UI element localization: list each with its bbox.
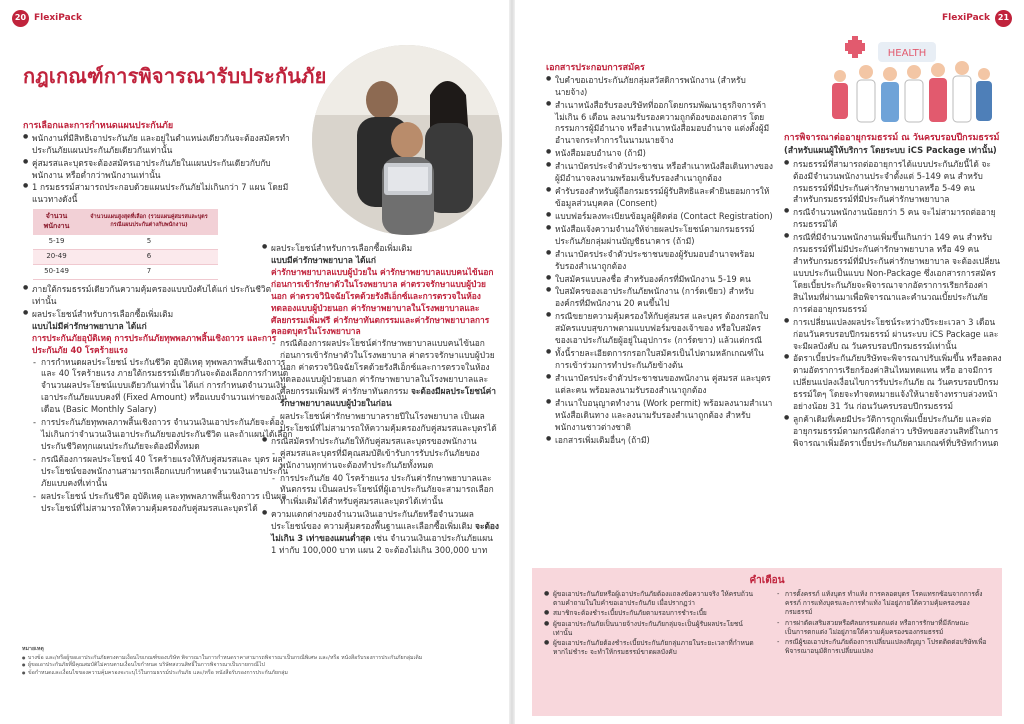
list-item: ● สำเนาหนังสือรับรองบริษัทที่ออกโดยกรมพัฒนาธุรกิจการค้า ไม่เกิน 6 เดือน ลงนามรับรองความถูกต้องของเอกสาร โดยกรรมการผู้มีอำนาจ หรือสำเนาหนังสือมอบอำนาจ แต่งตั้งผู้มีอำนาจกระทำการในนามนายจ้าง: [546, 100, 774, 148]
section-heading-renewal: การพิจารณาต่ออายุกรมธรรม์ ณ วันครบรอบปีกรมธรรม์: [784, 133, 1000, 143]
list-item-text: ผลประโยชน์สำหรับการเลือกซื้อเพิ่มเติม: [271, 243, 413, 253]
list-item: - การประกันภัยทุพพลภาพสิ้นเชิงถาวร จำนวนเงินเอาประกันภัยจะต้องไม่เกินกว่าจำนวนเงินเอาประกันภัยของประกันชีวิต และถ้าแผนได้เลือกประกันชีวิตทุกแผนประกันภัยจะต้องมีทั้งหมด: [32, 417, 293, 453]
table-row: [33, 250, 218, 265]
brand-logo: FlexiPack: [942, 12, 990, 23]
warning-list-left: [544, 590, 762, 659]
doctors-illustration: [828, 28, 996, 128]
list-item: [262, 436, 500, 509]
page-number-badge: 20: [12, 10, 29, 27]
no-medical-details: [32, 357, 293, 515]
renewal-list: [784, 159, 1002, 450]
list-item: ● สำเนาบัตรประจำตัวประชาชนของพนักงาน คู่สมรส และบุตรแต่ละคน พร้อมลงนามรับรองสำเนาถูกต้อง: [546, 373, 774, 397]
medical-label: แบบมีค่ารักษาพยาบาล ได้แก่: [271, 254, 376, 265]
list-item: - การกำหนดผลประโยชน์ ประกันชีวิต อุบัติเหตุ ทุพพลภาพสิ้นเชิงถาวร และ 40 โรคร้ายแรง ภายใต้กรมธรรม์เดียวกันจะต้องเลือกการกำหนดจำนวนผลประโยชน์แบบเดียวกันเท่านั้น ได้แก่ การกำหนดจำนวนเงินเอาประกันภัยแบบคงที่ (Fixed Amount) หรือแบบจำนวนเท่าของเงินเดือน (Basic Monthly Salary): [32, 357, 293, 417]
dependents-details: [271, 448, 500, 509]
list-item: [23, 309, 293, 515]
list-item: [262, 509, 500, 557]
list-item: - การผ่าตัดเสริมสวยหรือศัลยกรรมตกแต่ง หรือการรักษาที่มีลักษณะเป็นการตกแต่ง ไม่อยู่ภายใต้ความคุ้มครองของกรมธรรม์: [776, 619, 990, 637]
coverage-list: [23, 284, 293, 515]
table-header: จำนวนพนักงาน: [33, 209, 80, 235]
list-item: ● ใบคำขอเอาประกันภัยกลุ่มสวัสดิการพนักงาน (สำหรับนายจ้าง): [546, 75, 774, 99]
footnote-heading: หมายเหตุ: [22, 646, 44, 652]
team-photo-image: [312, 45, 502, 235]
documents-list: [546, 75, 774, 447]
table-cell: 5-19: [33, 235, 80, 249]
list-item-emphasis: จะต้องไม่เกิน 3 เท่าของแผนต่ำสุด: [271, 521, 500, 544]
warning-heading: คำเตือน: [749, 575, 785, 586]
table-header: จำนวนแผนสูงสุดที่เลือก (รวมแผนคู่สมรสและบุตร กรณีแผนประกันต่างกับพนักงาน): [80, 209, 218, 235]
documents-column: [546, 62, 774, 447]
team-photo: [312, 45, 502, 235]
list-item: ● กรณีขยายความคุ้มครองให้กับคู่สมรส และบุตร ต้องกรอกใบสมัครแบบสุขภาพตามแบบฟอร์มของเจ้าของ หรือใบสมัครของเอาประกันภัยผู้อยู่ในอุปการะ (การ์ดขาว) แล้วแต่กรณี: [546, 311, 774, 347]
list-item: ● หนังสือแจ้งความจำนงให้จ่ายผลประโยชน์ตามกรมธรรม์ประกันภัยกลุ่มผ่านบัญชีธนาคาร (ถ้ามี): [546, 224, 774, 248]
plan-selection-list: [23, 133, 293, 207]
list-item: ● ภายใต้กรมธรรม์เดียวกันความคุ้มครองแบบบังคับได้แก่ ประกันชีวิต เท่านั้น: [23, 284, 293, 308]
list-item: - คู่สมรสและบุตรที่มีคุณสมบัติเข้ารับการรับประกันภัยของพนักงานทุกท่านจะต้องทำประกันภัยทั้งหมด: [271, 448, 500, 472]
list-item-text: ความแตกต่างของจำนวนเงินเอาประกันภัยหรือจำนวนผลประโยชน์ของ ความคุ้มครองพื้นฐานและเลือกซื้อเพิ่มเติม: [271, 509, 474, 532]
warning-list-right: [776, 590, 990, 658]
warning-box: [532, 568, 1002, 716]
list-item: ● คู่สมรสและบุตรจะต้องสมัครเอาประกันภัยในแผนประกันเดียวกับกับพนักงาน หรือต่ำกว่าพนักงานเท่านั้น: [23, 158, 293, 182]
list-item: - การประกันภัย 40 โรคร้ายแรง ประกันค่ารักษาพยาบาลและทันตกรรม เป็นผลประโยชน์ที่ผู้เอาประกันภัยจะสามารถเลือกทำเพิ่มเติมได้สำหรับคู่สมรสและบุตรได้เท่านั้น: [271, 473, 500, 509]
footnote-item: ● บางข้อ และ/หรือผู้ขอเอาประกันภัยตรงตามเงื่อนไขเกณฑ์ของบริษัท พิจารณาในการกำหนดราคาสามารถพิจารณาเป็นกรณีพิเศษ และ/หรือ หนังสือรับรองการประกันภัยกลุ่มเดิม: [22, 655, 492, 663]
plan-limit-table: [33, 209, 218, 280]
list-item: - กรณีต้องการผลประโยชน์ 40 โรคร้ายแรงให้กับคู่สมรสและ บุตร ผลประโยชน์ของพนักงานสามารถเลือกแบบกำหนดจำนวนเงินเอาประกันภัยแบบคงที่เท่านั้น: [32, 454, 293, 490]
list-item: ● อัตราเบี้ยประกันภัยบริษัทจะพิจารณาปรับเพิ่มขึ้น หรือลดลงตามอัตราการเรียกร้องค่าสินไหมทดแทน หรือ อาจมีการเปลี่ยนแปลงเงื่อนไขการรับประกันภัย ณ วันครบรอบปีกรมธรรม์ใดๆ โดยจะทำจดหมายแจ้งให้นายจ้างทราบล่วงหน้าอย่างน้อย 31 วัน ก่อนวันครบรอบปีกรมธรรม์: [784, 353, 1002, 413]
list-item: ● 1 กรมธรรม์สามารถประกอบด้วยแผนประกันภัยไม่เกินกว่า 7 แผน โดยมีแนวทางดังนี้: [23, 182, 293, 206]
list-item: ● ผู้ขอเอาประกันภัยเป็นนายจ้างประกันภัยกลุ่มจะเป็นผู้รับผลประโยชน์เท่านั้น: [544, 620, 762, 638]
list-item: ● กรมธรรม์ที่สามารถต่ออายุการได้แบบประกันภัยนี้ได้ จะต้องมีจำนวนพนักงานประจำตั้งแต่ 5-149 คน สำหรับกรมธรรม์ที่มีประกันค่ารักษาพยาบาลหรือ 5-49 คน สำหรับกรมธรรม์ที่มีประกันค่ารักษาพยาบาล: [784, 159, 1002, 207]
list-item: - ผลประโยชน์ ประกันชีวิต อุบัติเหตุ และทุพพลภาพสิ้นเชิงถาวร เป็นผลประโยชน์ที่ไม่สามารถให้ความคุ้มครองกับคู่สมรสและบุตรได้: [32, 491, 293, 515]
list-item: ● กรณีที่มีจำนวนพนักงานเพิ่มขึ้นเกินกว่า 149 คน สำหรับกรมธรรม์ที่ไม่มีประกันค่ารักษาพยาบาล หรือ 49 คน สำหรับกรมธรรม์ที่มีประกันค่ารักษาพยาบาล จะต้องเปลี่ยนแบบประกันเป็นแบบ Non-Package ซึ่งเอกสารการสมัครโดยเบี้ยประกันภัยจะพิจารณาจากอัตราการเรียกร้องค่าสินไหมที่ผ่านมาเพื่อพิจารณาและคำนวณเบี้ยประกันภัยการต่ออายุกรมธรรม์: [784, 232, 1002, 315]
list-item: ● ใบสมัครของเอาประกันภัยพนักงาน (การ์ดเขียว) สำหรับองค์กรที่มีพนักงาน 20 คนขึ้นไป: [546, 286, 774, 310]
list-item: ● สมาชิกจะต้องชำระเบี้ยประกันภัยตามรอบการชำระเบี้ย: [544, 609, 762, 618]
list-item: ● หนังสือมอบอำนาจ (ถ้ามี): [546, 148, 774, 160]
list-item: - ผลประโยชน์ค่ารักษาพยาบาลรายปีในโรงพยาบาล เป็นผลประโยชน์ที่ไม่สามารถให้ความคุ้มครองกับคู่สมรสและบุตรได้: [271, 411, 500, 435]
list-item: ● ใบสมัครแบบลงชื่อ สำหรับองค์กรที่มีพนักงาน 5-19 คน: [546, 274, 774, 286]
list-item-text: กรณีต้องการผลประโยชน์ค่ารักษาพยาบาลแบบคนไข้นอกก่อนการเข้ารักษาตัวในโรงพยาบาล ค่าตรวจรักษาแบบผู้ป่วยนอก ค่าตรวจวินิจฉัยโรคด้วยรังสีเอ็กซ์และการตรวจในห้องทดลองแบบผู้ป่วยนอก ค่ารักษาพยาบาลในโรงพยาบาลและศัลยกรรมเพิ่มฟรี ค่ารักษาทันตกรรม: [280, 338, 495, 397]
table-cell: 20-49: [33, 250, 80, 265]
list-item-text: ผลประโยชน์สำหรับการเลือกซื้อเพิ่มเติม: [32, 308, 174, 319]
list-item: [271, 338, 500, 410]
page-title: กฎเกณฑ์การพิจารณารับประกันภัย: [23, 64, 327, 88]
table-cell: 7: [80, 265, 218, 280]
no-medical-benefits: การประกันภัยอุบัติเหตุ การประกันภัยทุพพลภาพสิ้นเชิงถาวร และการประกันภัย 40 โรคร้ายแรง: [32, 332, 277, 355]
table-row: [33, 265, 218, 280]
left-column: [23, 120, 293, 516]
book-spine: [509, 0, 515, 724]
doctors-illustration-image: [828, 28, 996, 128]
list-item-text: เช่น จำนวนเงินเอาประกันภัยแผน 1 ท่ากับ 100,000 บาท แผน 2 จะต้องไม่เกิน 300,000 บาท: [271, 533, 493, 556]
renewal-column: [784, 132, 1002, 451]
list-item: ● ทั้งนี้รายละเอียดการกรอกใบสมัครเป็นไปตามหลักเกณฑ์ในการเข้าร่วมการทำประกันภัยข้างต้น: [546, 348, 774, 372]
footnotes: [22, 646, 492, 678]
left-header: [12, 10, 82, 26]
list-item: ● พนักงานที่มีสิทธิเอาประกันภัย และอยู่ในตำแหน่งเดียวกันจะต้องสมัครทำประกันภัยแผนประกันภัยเดียวกันเท่านั้น: [23, 133, 293, 157]
list-item: [262, 243, 500, 435]
list-item-text: กรณีสมัครทำประกันภัยให้กับคู่สมรสและบุตรของพนักงาน: [271, 435, 477, 446]
right-header: [942, 10, 1012, 26]
footnote-item: ● ผู้ขอเอาประกันภัยที่มีคุณสมบัติไม่ครบตามเงื่อนไขกำหนด บริษัทสงวนสิทธิ์ในการพิจารณาเป็นรายกรณีไป: [22, 662, 492, 670]
section-subheading-renewal: (สำหรับแผนผู้ให้บริการ โดยระบบ iCS Package เท่านั้น): [784, 144, 997, 155]
medical-benefits: ค่ารักษาพยาบาลแบบผู้ป่วยใน ค่ารักษาพยาบาลแบบคนไข้นอกก่อนการเข้ารักษาตัวในโรงพยาบาล ค่าตรวจรักษาแบบผู้ป่วยนอก ค่าตรวจวินิจฉัยโรคด้วยรังสีเอ็กซ์และการตรวจในห้องทดลองแบบผู้ป่วยนอก ค่ารักษาพยาบาลในโรงพยาบาลและศัลยกรรมเพิ่มฟรี ค่ารักษาทันตกรรมและค่ารักษาพยาบาลการคลอดบุตรในโรงพยาบาล: [271, 266, 494, 337]
medical-details: [271, 338, 500, 434]
list-item: ● ผู้ขอเอาประกันภัยต้องชำระเบี้ยประกันภัยกลุ่มภายในระยะเวลาที่กำหนด หากไม่ชำระ จะทำให้กรมธรรม์ขาดผลบังคับ: [544, 639, 762, 657]
list-item: ● เอกสารเพิ่มเติมอื่นๆ (ถ้ามี): [546, 435, 774, 447]
table-cell: 5: [80, 235, 218, 249]
table-row: [33, 235, 218, 249]
list-item: ● สำเนาบัตรประจำตัวประชาชน หรือสำเนาหนังสือเดินทางของผู้มีอำนาจลงนามพร้อมเซ็นรับรองสำเนาถูกต้อง: [546, 161, 774, 185]
list-item: - กรณีผู้ขอเอาประกันภัยต้องการเปลี่ยนแปลงสัญญา โปรดติดต่อบริษัทเพื่อพิจารณาอนุมัติการเปลี่ยนแปลง: [776, 638, 990, 656]
table-cell: 50-149: [33, 265, 80, 280]
list-item: ● สำเนาบัตรประจำตัวประชาชนของผู้รับมอบอำนาจพร้อมรับรองสำเนาถูกต้อง: [546, 249, 774, 273]
list-item: ● คำรับรองสำหรับผู้ถือกรมธรรม์ผู้รับสิทธิและคำยินยอมการให้ข้อมูลส่วนบุคคล (Consent): [546, 186, 774, 210]
illustration-label: HEALTH: [887, 48, 927, 59]
list-item: ● การเปลี่ยนแปลงผลประโยชน์ระหว่างปีระยะเวลา 3 เดือนก่อนวันครบรอบปีกรมธรรม์ ผ่านระบบ iCS Package และจะมีผลบังคับ ณ วันครบรอบปีกรมธรรม์เท่านั้น: [784, 317, 1002, 353]
section-heading-documents: เอกสารประกอบการสมัคร: [546, 63, 645, 73]
list-item-emphasis: จะต้องมีผลประโยชน์ค่ารักษาพยาบาลแบบผู้ป่วยในก่อน: [280, 386, 496, 408]
footnote-list: [22, 655, 492, 678]
left-middle-column: [262, 243, 500, 558]
table-cell: 6: [80, 250, 218, 265]
optional-benefits-list: [262, 243, 500, 557]
list-item: ● สำเนาใบอนุญาตทำงาน (Work permit) พร้อมลงนามสำเนาหนังสือเดินทาง และลงนามรับรองสำเนาถูกต้อง สำหรับพนักงานชาวต่างชาติ: [546, 398, 774, 434]
section-heading-plan-selection: การเลือกและการกำหนดแผนประกันภัย: [23, 121, 174, 131]
brand-logo: FlexiPack: [34, 12, 82, 23]
list-item: - การตั้งครรภ์ แท้งบุตร ทำแท้ง การคลอดบุตร โรคแทรกซ้อนจากการตั้งครรภ์ การแท้งบุตรและการทำแท้ง ไม่อยู่ภายใต้ความคุ้มครองของกรมธรรม์: [776, 590, 990, 618]
no-medical-label: แบบไม่มีค่ารักษาพยาบาล ได้แก่: [32, 320, 147, 331]
footnote-item: ● ข้อกำหนดและเงื่อนไขของความคุ้มครองจะระบุไว้ในกรมธรรม์ประกันภัย และ/หรือ หนังสือรับรองการประกันภัยกลุ่ม: [22, 670, 492, 678]
list-item: ● กรณีจำนวนพนักงานน้อยกว่า 5 คน จะไม่สามารถต่ออายุกรมธรรม์ได้: [784, 207, 1002, 231]
list-item: ● แบบฟอร์มลงทะเบียนข้อมูลผู้ติดต่อ (Contact Registration): [546, 211, 774, 223]
list-item: ● ผู้ขอเอาประกันภัยหรือผู้เอาประกันภัยต้องแถลงข้อความจริง ให้ครบถ้วนตามคำถามในใบคำขอเอาประกันภัย เมื่อปรากฏว่า: [544, 590, 762, 608]
page-number-badge: 21: [995, 10, 1012, 27]
list-item: ● ลูกค้าเดิมที่เคยมีประวัติการถูกเพิ่มเบี้ยประกันภัย และต่ออายุกรมธรรม์ตามกรณีดังกล่าว บริษัทขอสงวนสิทธิ์ในการพิจารณาเพิ่มอัตราเบี้ยประกันภัยตามเกณฑ์ที่บริษัทกำหนด: [784, 414, 1002, 450]
